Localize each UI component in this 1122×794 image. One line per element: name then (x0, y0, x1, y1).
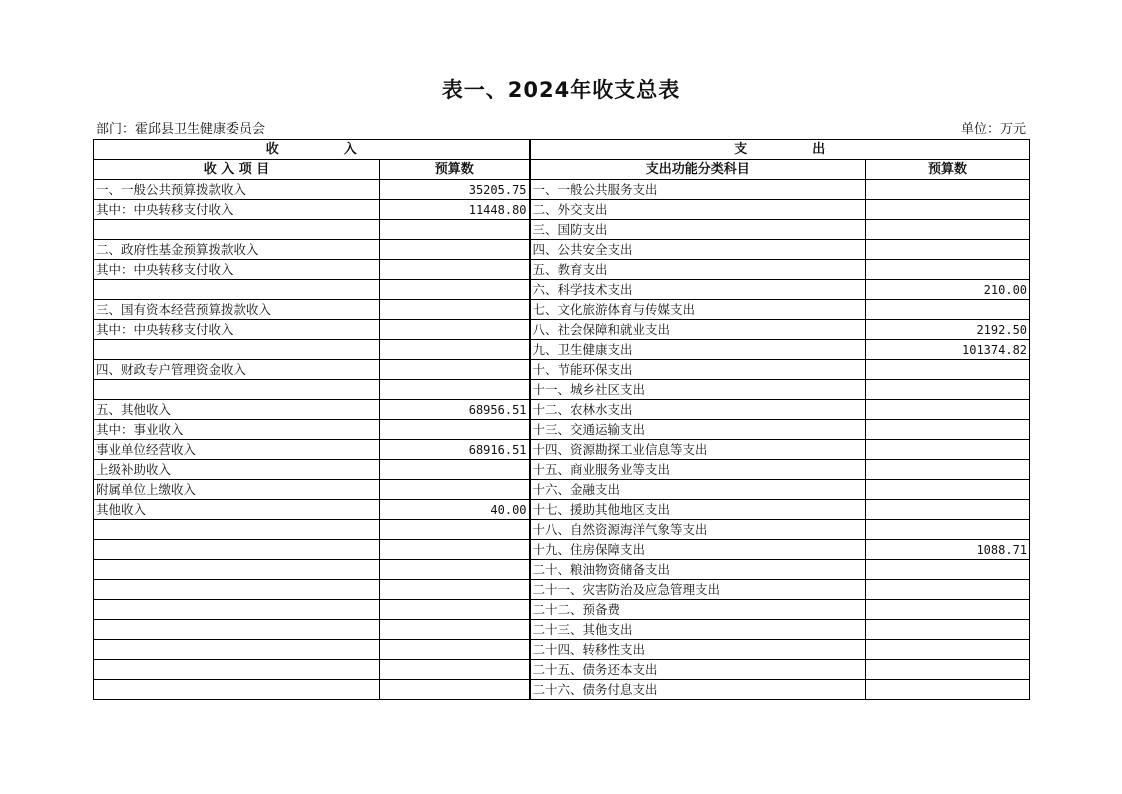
income-section-header: 收 入 (94, 140, 530, 160)
table-row (94, 600, 1030, 620)
table-row (94, 460, 1030, 480)
table-row (94, 440, 1030, 460)
table-row (94, 560, 1030, 580)
income-item-header: 收 入 项 目 (94, 160, 380, 180)
income-item-cell (94, 580, 380, 600)
income-item-cell (94, 560, 380, 580)
table-row (94, 180, 1030, 200)
expense-item-cell: 十四、资源勘探工业信息等支出 (530, 440, 866, 460)
expense-budget-cell (866, 440, 1030, 460)
table-row (94, 680, 1030, 700)
income-item-cell: 附属单位上缴收入 (94, 480, 380, 500)
income-budget-header: 预算数 (380, 160, 530, 180)
expense-budget-cell (866, 260, 1030, 280)
expense-budget-cell: 1088.71 (866, 540, 1030, 560)
income-item-cell: 其中：中央转移支付收入 (94, 320, 380, 340)
table-row (94, 340, 1030, 360)
expense-item-cell: 六、科学技术支出 (530, 280, 866, 300)
expense-budget-cell (866, 180, 1030, 200)
income-item-cell: 五、其他收入 (94, 400, 380, 420)
expense-item-cell: 二十四、转移性支出 (530, 640, 866, 660)
income-item-cell: 上级补助收入 (94, 460, 380, 480)
income-item-cell: 其中：中央转移支付收入 (94, 260, 380, 280)
expense-budget-cell (866, 300, 1030, 320)
expense-budget-cell (866, 640, 1030, 660)
expense-budget-cell (866, 500, 1030, 520)
expense-budget-cell (866, 660, 1030, 680)
expense-item-cell: 七、文化旅游体育与传媒支出 (530, 300, 866, 320)
table-row (94, 400, 1030, 420)
expense-budget-cell (866, 680, 1030, 700)
income-budget-cell: 40.00 (380, 500, 530, 520)
expense-item-cell: 二、外交支出 (530, 200, 866, 220)
income-budget-cell (380, 280, 530, 300)
expense-budget-cell: 2192.50 (866, 320, 1030, 340)
income-budget-cell (380, 300, 530, 320)
income-item-cell (94, 340, 380, 360)
income-budget-cell (380, 380, 530, 400)
expense-item-cell: 二十三、其他支出 (530, 620, 866, 640)
income-budget-cell (380, 520, 530, 540)
income-item-cell: 事业单位经营收入 (94, 440, 380, 460)
expense-item-cell: 十二、农林水支出 (530, 400, 866, 420)
expense-item-cell: 十一、城乡社区支出 (530, 380, 866, 400)
table-row (94, 280, 1030, 300)
income-item-cell (94, 600, 380, 620)
table-row (94, 500, 1030, 520)
budget-table (93, 139, 1030, 700)
expense-item-cell: 八、社会保障和就业支出 (530, 320, 866, 340)
expense-budget-cell: 101374.82 (866, 340, 1030, 360)
income-item-cell (94, 220, 380, 240)
budget-table-body (94, 180, 1030, 700)
expense-budget-cell (866, 360, 1030, 380)
income-item-cell (94, 380, 380, 400)
table-row (94, 540, 1030, 560)
expense-budget-cell (866, 560, 1030, 580)
income-budget-cell (380, 540, 530, 560)
income-budget-cell (380, 560, 530, 580)
income-budget-cell (380, 220, 530, 240)
income-budget-cell (380, 620, 530, 640)
income-item-cell: 其中：中央转移支付收入 (94, 200, 380, 220)
income-item-cell: 四、财政专户管理资金收入 (94, 360, 380, 380)
income-budget-cell (380, 640, 530, 660)
expense-item-header: 支出功能分类科目 (530, 160, 866, 180)
expense-item-cell: 三、国防支出 (530, 220, 866, 240)
expense-budget-cell (866, 600, 1030, 620)
expense-item-cell: 十六、金融支出 (530, 480, 866, 500)
expense-item-cell: 五、教育支出 (530, 260, 866, 280)
table-row (94, 420, 1030, 440)
table-row (94, 620, 1030, 640)
income-item-cell (94, 680, 380, 700)
income-item-cell: 其中：事业收入 (94, 420, 380, 440)
expense-budget-cell (866, 480, 1030, 500)
department-label: 部门：霍邱县卫生健康委员会 (96, 122, 266, 137)
expense-item-cell: 二十六、债务付息支出 (530, 680, 866, 700)
table-row (94, 480, 1030, 500)
income-budget-cell (380, 260, 530, 280)
expense-budget-cell: 210.00 (866, 280, 1030, 300)
expense-budget-header: 预算数 (866, 160, 1030, 180)
table-row (94, 360, 1030, 380)
expense-item-cell: 十三、交通运输支出 (530, 420, 866, 440)
income-item-cell (94, 620, 380, 640)
table-row (94, 260, 1030, 280)
expense-item-cell: 十五、商业服务业等支出 (530, 460, 866, 480)
income-budget-cell (380, 420, 530, 440)
income-budget-cell (380, 340, 530, 360)
income-item-cell (94, 660, 380, 680)
income-item-cell: 其他收入 (94, 500, 380, 520)
income-budget-cell (380, 460, 530, 480)
income-budget-cell (380, 600, 530, 620)
table-row (94, 200, 1030, 220)
expense-budget-cell (866, 400, 1030, 420)
income-budget-cell: 35205.75 (380, 180, 530, 200)
income-budget-cell (380, 240, 530, 260)
table-row (94, 240, 1030, 260)
expense-item-cell: 二十、粮油物资储备支出 (530, 560, 866, 580)
table-row (94, 660, 1030, 680)
expense-item-cell: 十八、自然资源海洋气象等支出 (530, 520, 866, 540)
expense-item-cell: 二十一、灾害防治及应急管理支出 (530, 580, 866, 600)
income-budget-cell (380, 320, 530, 340)
income-budget-cell (380, 680, 530, 700)
income-budget-cell (380, 360, 530, 380)
income-item-cell: 三、国有资本经营预算拨款收入 (94, 300, 380, 320)
income-item-cell (94, 280, 380, 300)
page-title: 表一、2024年收支总表 (441, 78, 681, 102)
unit-label: 单位：万元 (960, 122, 1026, 137)
income-budget-cell (380, 480, 530, 500)
table-row (94, 220, 1030, 240)
expense-budget-cell (866, 460, 1030, 480)
table-row (94, 520, 1030, 540)
expense-budget-cell (866, 240, 1030, 260)
expense-item-cell: 十七、援助其他地区支出 (530, 500, 866, 520)
expense-budget-cell (866, 520, 1030, 540)
expense-item-cell: 二十五、债务还本支出 (530, 660, 866, 680)
expense-budget-cell (866, 220, 1030, 240)
table-row (94, 300, 1030, 320)
expense-budget-cell (866, 580, 1030, 600)
expense-budget-cell (866, 380, 1030, 400)
income-budget-cell (380, 660, 530, 680)
income-budget-cell: 68956.51 (380, 400, 530, 420)
income-item-cell: 一、一般公共预算拨款收入 (94, 180, 380, 200)
expense-budget-cell (866, 420, 1030, 440)
expense-item-cell: 九、卫生健康支出 (530, 340, 866, 360)
expense-section-header: 支 出 (530, 140, 1030, 160)
expense-budget-cell (866, 200, 1030, 220)
expense-item-cell: 十九、住房保障支出 (530, 540, 866, 560)
income-item-cell: 二、政府性基金预算拨款收入 (94, 240, 380, 260)
income-item-cell (94, 640, 380, 660)
expense-item-cell: 二十二、预备费 (530, 600, 866, 620)
income-budget-cell: 11448.80 (380, 200, 530, 220)
income-budget-cell (380, 580, 530, 600)
table-row (94, 580, 1030, 600)
expense-item-cell: 十、节能环保支出 (530, 360, 866, 380)
expense-item-cell: 一、一般公共服务支出 (530, 180, 866, 200)
income-item-cell (94, 520, 380, 540)
expense-item-cell: 四、公共安全支出 (530, 240, 866, 260)
expense-budget-cell (866, 620, 1030, 640)
table-row (94, 380, 1030, 400)
income-budget-cell: 68916.51 (380, 440, 530, 460)
table-row (94, 640, 1030, 660)
income-item-cell (94, 540, 380, 560)
table-row (94, 320, 1030, 340)
